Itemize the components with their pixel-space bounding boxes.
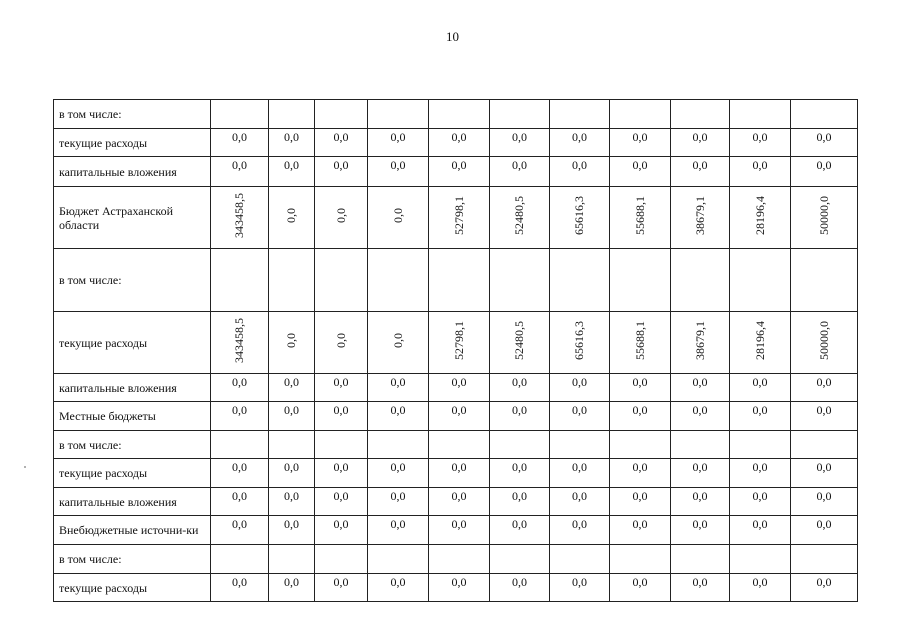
cell-value: 0,0 (390, 208, 405, 223)
cell-value: 0,0 (490, 402, 550, 431)
cell-value: 0,0 (550, 374, 610, 402)
table-cell (671, 312, 730, 374)
row-label: в том числе: (54, 431, 211, 459)
cell-value: 0,0 (490, 157, 550, 187)
cell-value (368, 249, 429, 312)
cell-value: 0,0 (610, 157, 671, 187)
scan-speck (24, 466, 26, 468)
table-cell (315, 312, 368, 374)
cell-value (730, 431, 791, 459)
row-label: Внебюджетные источни-ки (54, 516, 211, 545)
cell-value: 0,0 (429, 129, 490, 157)
cell-value: 0,0 (490, 574, 550, 602)
cell-value: 0,0 (315, 516, 368, 545)
cell-value (211, 545, 269, 574)
cell-value: 52798,1 (451, 321, 466, 360)
cell-value (610, 545, 671, 574)
row-label: текущие расходы (54, 459, 211, 488)
cell-value (610, 100, 671, 129)
cell-value: 343458,5 (232, 318, 246, 363)
cell-value: 28196,4 (752, 196, 767, 235)
row-label: текущие расходы (54, 312, 211, 374)
cell-value (269, 431, 315, 459)
cell-value: 0,0 (368, 157, 429, 187)
table-cell (269, 312, 315, 374)
cell-value (550, 100, 610, 129)
cell-value: 0,0 (368, 129, 429, 157)
table-cell (429, 312, 490, 374)
cell-value (791, 431, 858, 459)
cell-value: 0,0 (368, 459, 429, 488)
cell-value: 0,0 (269, 374, 315, 402)
table-cell (730, 312, 791, 374)
table-cell (211, 312, 269, 374)
cell-value (429, 100, 490, 129)
cell-value (269, 249, 315, 312)
cell-value (429, 249, 490, 312)
cell-value: 0,0 (550, 516, 610, 545)
row-label: капитальные вложения (54, 488, 211, 516)
cell-value: 0,0 (550, 129, 610, 157)
cell-value: 0,0 (211, 402, 269, 431)
cell-value (550, 249, 610, 312)
cell-value: 0,0 (671, 402, 730, 431)
cell-value (429, 545, 490, 574)
cell-value (791, 100, 858, 129)
cell-value: 0,0 (368, 488, 429, 516)
cell-value: 0,0 (390, 333, 405, 348)
cell-value: 0,0 (429, 459, 490, 488)
cell-value: 0,0 (730, 574, 791, 602)
cell-value: 0,0 (490, 488, 550, 516)
cell-value (315, 545, 368, 574)
cell-value: 0,0 (429, 157, 490, 187)
cell-value: 0,0 (315, 488, 368, 516)
cell-value (490, 249, 550, 312)
cell-value: 0,0 (490, 516, 550, 545)
cell-value: 0,0 (791, 459, 858, 488)
cell-value: 55688,1 (632, 196, 647, 235)
cell-value: 0,0 (269, 459, 315, 488)
cell-value: 0,0 (211, 374, 269, 402)
cell-value: 0,0 (671, 574, 730, 602)
cell-value: 50000,0 (816, 321, 831, 360)
cell-value: 0,0 (269, 157, 315, 187)
cell-value: 0,0 (368, 374, 429, 402)
cell-value (315, 431, 368, 459)
table-cell (490, 312, 550, 374)
cell-value (610, 431, 671, 459)
cell-value: 0,0 (368, 402, 429, 431)
cell-value (550, 545, 610, 574)
cell-value: 0,0 (429, 574, 490, 602)
cell-value: 0,0 (610, 402, 671, 431)
table-row (54, 431, 858, 459)
cell-value (269, 100, 315, 129)
table-cell (791, 187, 858, 249)
cell-value (211, 431, 269, 459)
cell-value: 343458,5 (232, 193, 246, 238)
cell-value: 0,0 (368, 516, 429, 545)
cell-value (791, 545, 858, 574)
cell-value: 52480,5 (512, 196, 526, 235)
cell-value (671, 545, 730, 574)
cell-value: 0,0 (490, 459, 550, 488)
row-label: текущие расходы (54, 574, 211, 602)
cell-value: 0,0 (315, 129, 368, 157)
cell-value: 0,0 (269, 516, 315, 545)
cell-value (550, 431, 610, 459)
table-cell (730, 187, 791, 249)
cell-value: 0,0 (610, 516, 671, 545)
table-row (54, 129, 858, 157)
cell-value: 38679,1 (692, 321, 707, 360)
table-row (54, 100, 858, 129)
table-cell (550, 312, 610, 374)
cell-value: 0,0 (610, 574, 671, 602)
cell-value: 0,0 (550, 574, 610, 602)
cell-value: 0,0 (791, 488, 858, 516)
page-number: 10 (446, 29, 459, 44)
cell-value (671, 431, 730, 459)
cell-value: 0,0 (211, 488, 269, 516)
cell-value: 0,0 (550, 459, 610, 488)
cell-value (490, 431, 550, 459)
cell-value: 0,0 (671, 374, 730, 402)
table-cell (269, 187, 315, 249)
cell-value (368, 431, 429, 459)
table-row (54, 488, 858, 516)
cell-value: 0,0 (284, 333, 298, 348)
cell-value: 0,0 (671, 157, 730, 187)
cell-value: 0,0 (429, 488, 490, 516)
cell-value (211, 249, 269, 312)
table-cell (550, 187, 610, 249)
cell-value: 0,0 (791, 402, 858, 431)
cell-value: 0,0 (610, 374, 671, 402)
cell-value (269, 545, 315, 574)
table-row (54, 545, 858, 574)
table-row (54, 312, 858, 374)
cell-value: 0,0 (791, 129, 858, 157)
cell-value: 0,0 (333, 208, 348, 223)
budget-table (53, 99, 858, 602)
cell-value: 0,0 (284, 208, 298, 223)
cell-value: 0,0 (368, 574, 429, 602)
cell-value: 0,0 (730, 516, 791, 545)
table-row (54, 157, 858, 187)
cell-value: 0,0 (269, 402, 315, 431)
cell-value: 0,0 (610, 459, 671, 488)
table-row (54, 516, 858, 545)
cell-value (368, 100, 429, 129)
table-cell (315, 187, 368, 249)
cell-value (315, 249, 368, 312)
cell-value (315, 100, 368, 129)
row-label: капитальные вложения (54, 374, 211, 402)
cell-value: 0,0 (333, 333, 348, 348)
cell-value: 0,0 (490, 374, 550, 402)
cell-value: 0,0 (550, 157, 610, 187)
cell-value: 0,0 (315, 402, 368, 431)
cell-value (490, 100, 550, 129)
cell-value (490, 545, 550, 574)
cell-value (671, 100, 730, 129)
cell-value: 0,0 (671, 459, 730, 488)
cell-value: 0,0 (211, 157, 269, 187)
cell-value: 0,0 (610, 129, 671, 157)
cell-value: 0,0 (429, 516, 490, 545)
table-cell (368, 187, 429, 249)
table-row (54, 402, 858, 431)
cell-value (791, 249, 858, 312)
row-label: Бюджет Астраханской области (54, 187, 211, 249)
cell-value (730, 249, 791, 312)
cell-value: 0,0 (730, 459, 791, 488)
cell-value: 52480,5 (512, 321, 526, 360)
cell-value: 65616,3 (572, 196, 586, 235)
cell-value: 0,0 (550, 488, 610, 516)
row-label: в том числе: (54, 249, 211, 312)
cell-value: 0,0 (269, 574, 315, 602)
cell-value: 28196,4 (752, 321, 767, 360)
cell-value (671, 249, 730, 312)
cell-value: 0,0 (315, 574, 368, 602)
cell-value: 52798,1 (451, 196, 466, 235)
cell-value: 0,0 (671, 516, 730, 545)
cell-value (368, 545, 429, 574)
cell-value: 0,0 (211, 516, 269, 545)
cell-value: 65616,3 (572, 321, 586, 360)
row-label: в том числе: (54, 545, 211, 574)
cell-value: 0,0 (211, 574, 269, 602)
table-row (54, 459, 858, 488)
cell-value (730, 545, 791, 574)
table-cell (368, 312, 429, 374)
cell-value: 0,0 (315, 157, 368, 187)
row-label: в том числе: (54, 100, 211, 129)
cell-value: 0,0 (730, 402, 791, 431)
row-label: текущие расходы (54, 129, 211, 157)
table-cell (211, 187, 269, 249)
cell-value: 0,0 (429, 402, 490, 431)
cell-value: 0,0 (315, 459, 368, 488)
cell-value: 0,0 (730, 129, 791, 157)
cell-value: 0,0 (490, 129, 550, 157)
cell-value: 0,0 (269, 488, 315, 516)
cell-value (429, 431, 490, 459)
table-row (54, 249, 858, 312)
cell-value: 0,0 (791, 157, 858, 187)
cell-value (730, 100, 791, 129)
cell-value: 0,0 (730, 157, 791, 187)
cell-value (610, 249, 671, 312)
cell-value: 0,0 (730, 374, 791, 402)
cell-value: 0,0 (269, 129, 315, 157)
table-cell (610, 312, 671, 374)
cell-value: 0,0 (730, 488, 791, 516)
cell-value: 55688,1 (632, 321, 647, 360)
cell-value: 0,0 (791, 574, 858, 602)
cell-value: 0,0 (211, 129, 269, 157)
cell-value: 0,0 (791, 516, 858, 545)
cell-value: 0,0 (211, 459, 269, 488)
cell-value: 50000,0 (816, 196, 831, 235)
table-cell (610, 187, 671, 249)
cell-value (211, 100, 269, 129)
cell-value: 0,0 (429, 374, 490, 402)
cell-value: 0,0 (610, 488, 671, 516)
cell-value: 0,0 (671, 488, 730, 516)
table-cell (429, 187, 490, 249)
row-label: Местные бюджеты (54, 402, 211, 431)
table-row (54, 187, 858, 249)
cell-value: 0,0 (791, 374, 858, 402)
cell-value: 0,0 (671, 129, 730, 157)
cell-value: 38679,1 (692, 196, 707, 235)
cell-value: 0,0 (550, 402, 610, 431)
table-row (54, 574, 858, 602)
table-cell (791, 312, 858, 374)
cell-value: 0,0 (315, 374, 368, 402)
table-row (54, 374, 858, 402)
row-label: капитальные вложения (54, 157, 211, 187)
table-cell (671, 187, 730, 249)
table-cell (490, 187, 550, 249)
